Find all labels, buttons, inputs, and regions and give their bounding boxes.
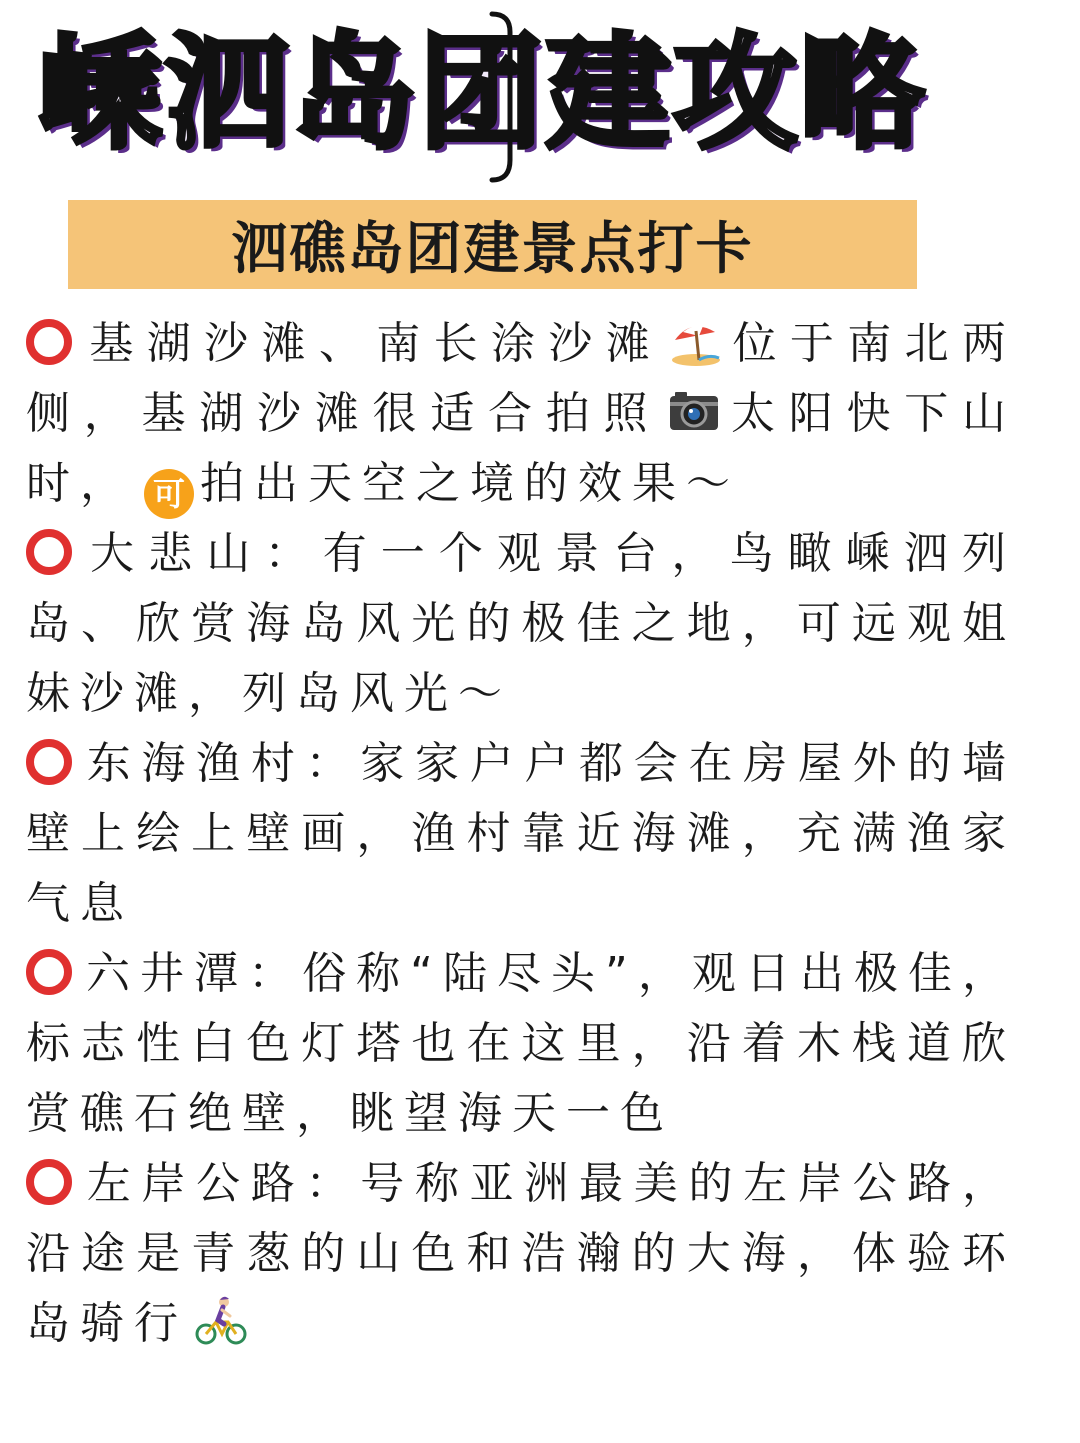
title-bracket-decoration — [488, 10, 522, 185]
list-item-left-bank-road — [26, 1149, 1016, 1359]
cyclist-icon — [194, 1294, 248, 1348]
item-text: 大悲山：有一个观景台，鸟瞰嵊泗列岛、欣赏海岛风光的极佳之地，可远观姐妹沙滩，列岛风光～ — [26, 528, 1016, 719]
orange-ke-badge-icon: 可 — [144, 469, 194, 519]
item-text: 位于南北两侧，基湖沙滩很适合拍照 — [26, 318, 1016, 439]
hollow-red-circle-icon — [26, 319, 72, 365]
list-item-east-sea-fishing-village — [26, 729, 1016, 939]
camera-icon — [667, 384, 721, 438]
subtitle-text: 泗礁岛团建景点打卡 — [231, 216, 754, 282]
item-text: 左岸公路：号称亚洲最美的左岸公路，沿途是青葱的山色和浩瀚的大海，体验环岛骑行 — [26, 1158, 1016, 1349]
item-text: 东海渔村：家家户户都会在房屋外的墙壁上绘上壁画，渔村靠近海滩，充满渔家气息 — [26, 738, 1016, 929]
hollow-red-circle-icon — [26, 739, 72, 785]
beach-umbrella-icon — [669, 314, 723, 368]
item-text: 基湖沙滩、南长涂沙滩 — [86, 318, 664, 369]
hollow-red-circle-icon — [26, 1159, 72, 1205]
list-item-dabei-mountain — [26, 519, 1016, 729]
hollow-red-circle-icon — [26, 529, 72, 575]
item-text: 拍出天空之境的效果～ — [200, 458, 740, 509]
subtitle-bar — [68, 200, 917, 289]
list-item-beaches — [26, 309, 1016, 519]
item-text: 太阳快下山时， — [26, 388, 1016, 509]
main-title: 嵊泗岛团建攻略 — [38, 22, 928, 166]
title-banner — [0, 10, 1080, 180]
list-item-liujingtan — [26, 939, 1016, 1149]
hollow-red-circle-icon — [26, 949, 72, 995]
attractions-list — [26, 309, 1016, 1359]
item-text: 六井潭：俗称“陆尽头”，观日出极佳，标志性白色灯塔也在这里，沿着木栈道欣赏礁石绝壁，眺望海天一色 — [26, 948, 1016, 1139]
